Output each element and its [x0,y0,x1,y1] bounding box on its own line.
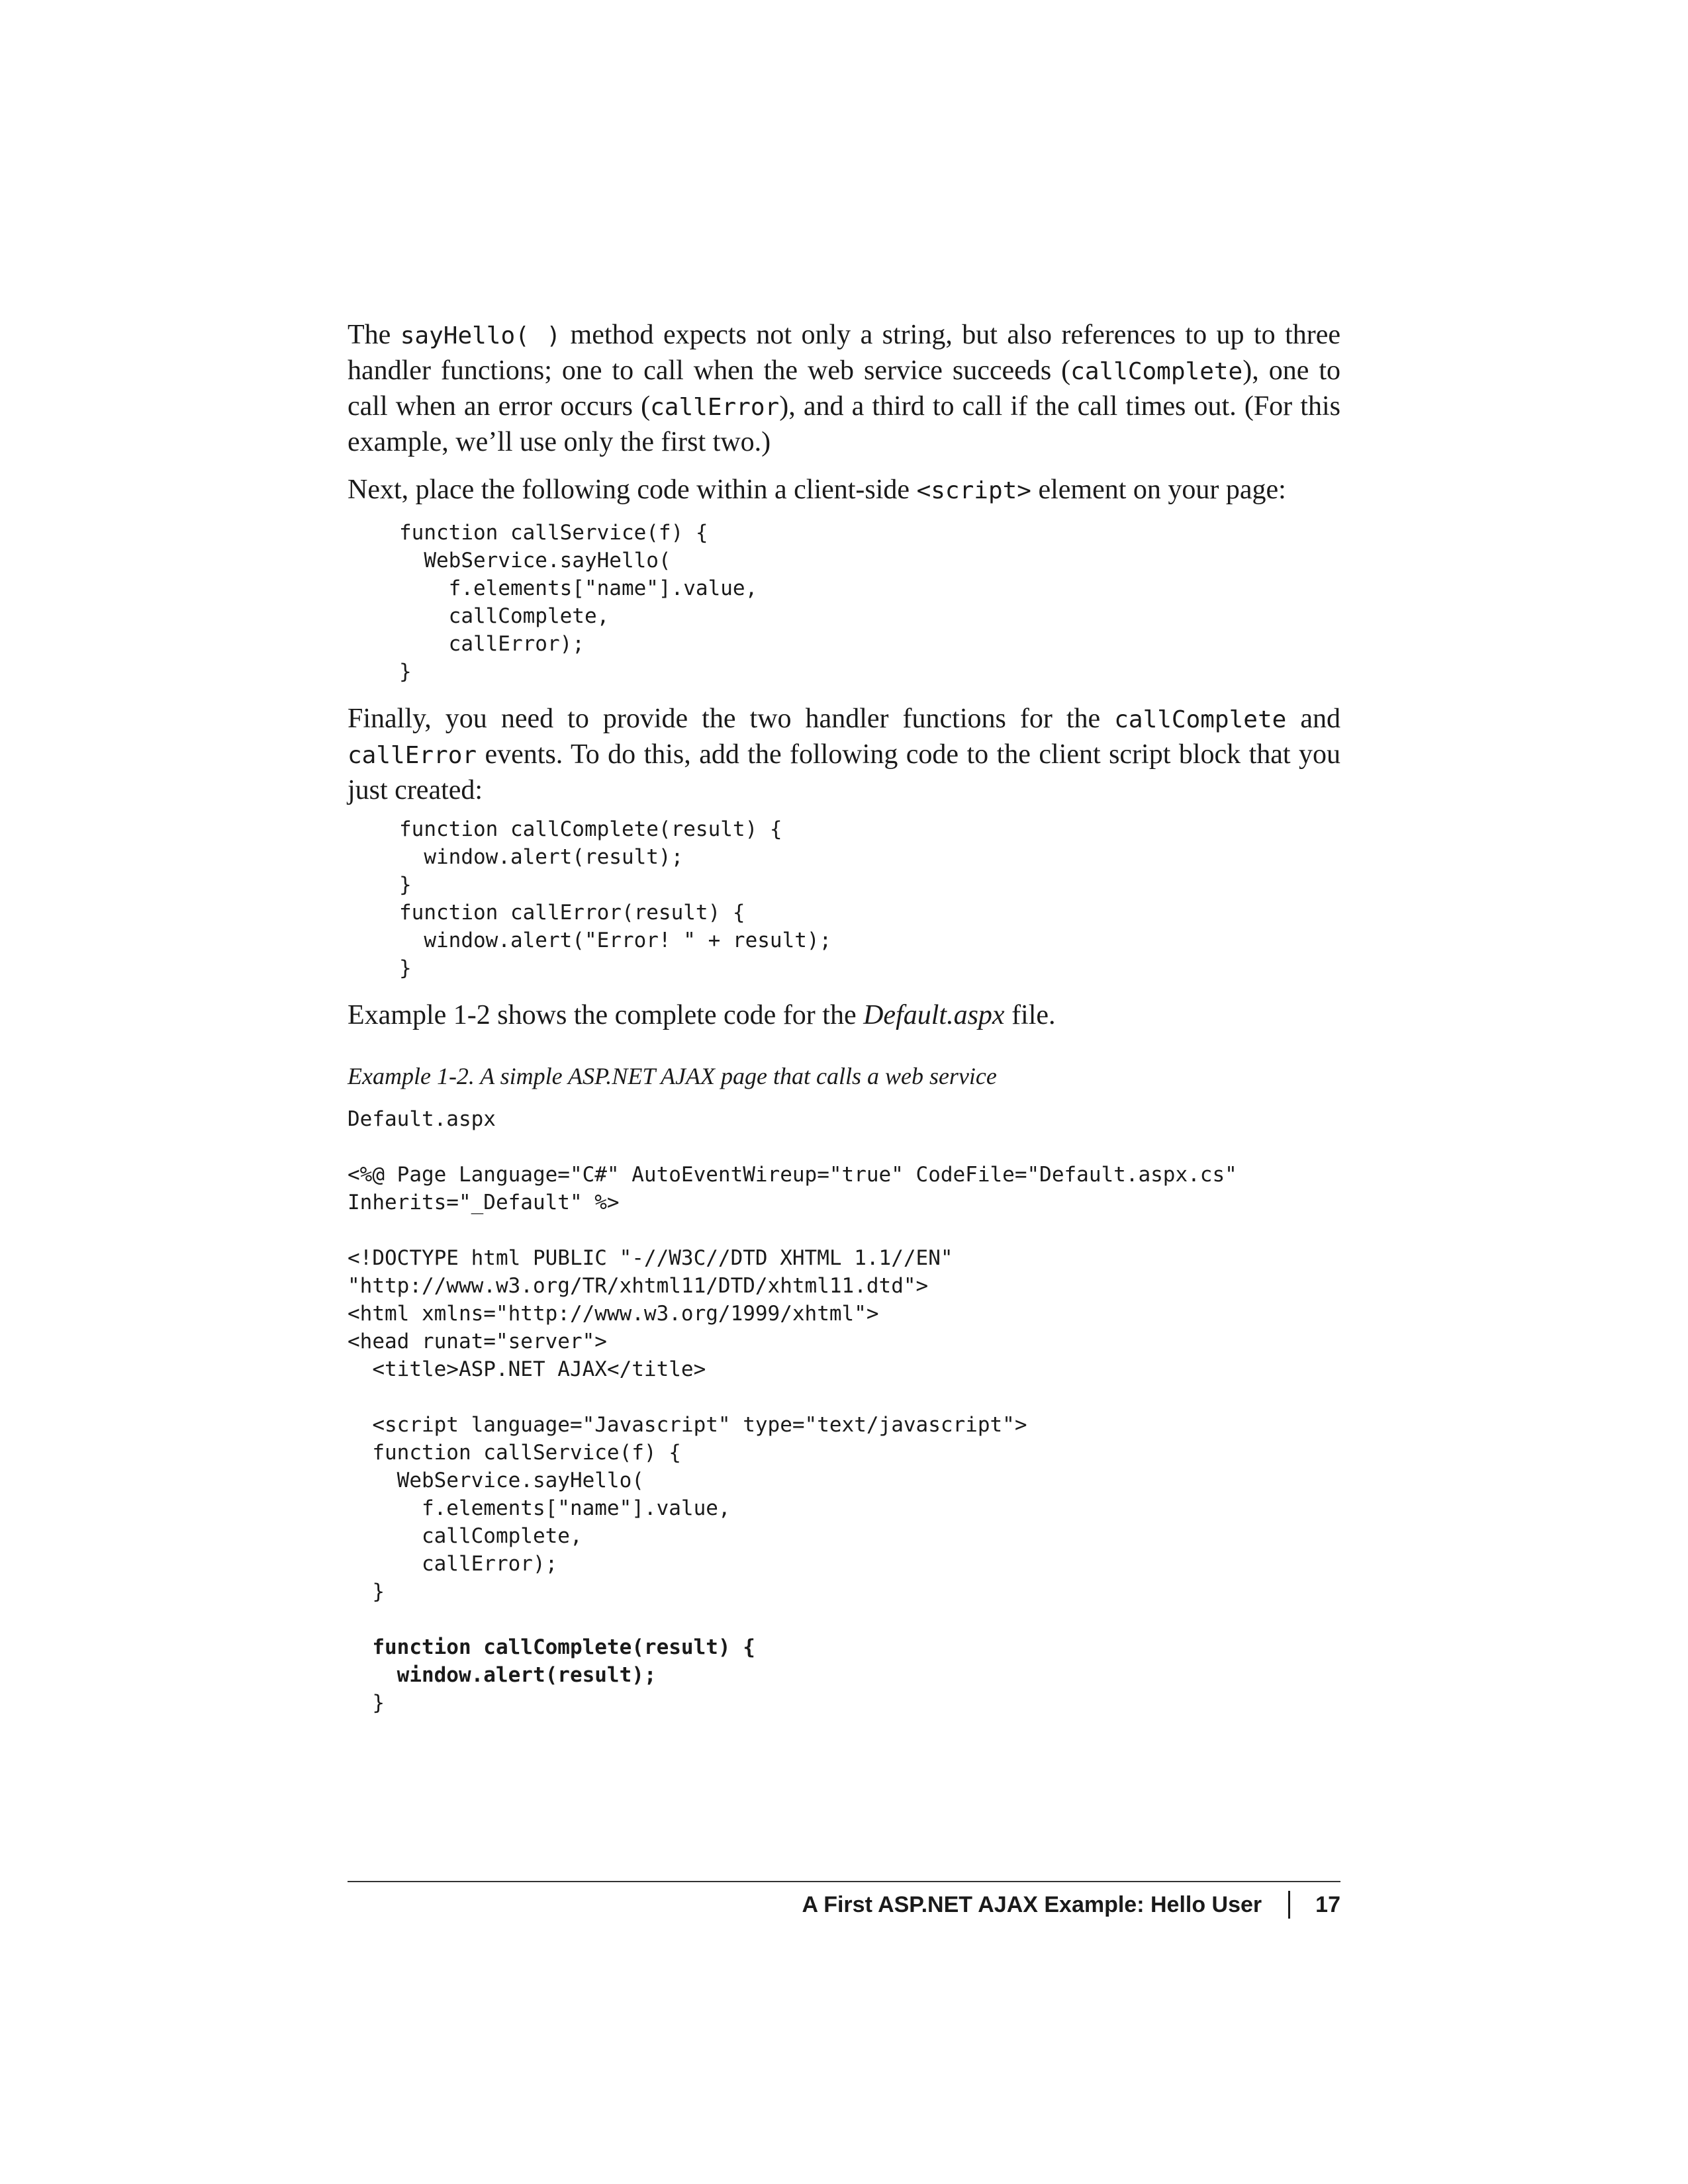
code-listing-default-aspx [348,1161,1237,1717]
italic-filename: Default.aspx [863,1000,1005,1030]
paragraph-place-code [348,473,1340,508]
listing-bold-lines: function callComplete(result) { window.alert(result); [372,1635,755,1687]
text-run: ), one to call when an error occurs ( [348,355,1341,422]
text-run: The [348,320,400,350]
text-run: Next, place the following code within a client-side [348,475,917,505]
paragraph-sayhello-handlers [348,318,1340,459]
text-run: file. [1004,1000,1056,1030]
text-run: ), and a third to call if the call times out. (For this example, we’ll use only the first two.) [348,391,1340,457]
inline-code: callError [650,394,780,421]
inline-code: callError [348,742,477,769]
inline-code: sayHello( ) [400,322,561,349]
text-run: element on your page: [1031,475,1286,505]
listing-filename: Default.aspx [348,1107,496,1131]
page-footer [802,1885,1340,1925]
code-block-handlers: function callComplete(result) { window.alert(result); } function callError(result) { window.alert("Error! " + result); } [399,817,832,980]
paragraph-handler-functions [348,702,1340,807]
text-run: events. To do this, add the following code to the client script block that you just created: [348,739,1340,805]
listing-closing-line: } [348,1691,385,1715]
text-run: and [1286,704,1340,734]
running-footer-title: A First ASP.NET AJAX Example: Hello User [802,1892,1262,1917]
footer-rule [348,1881,1340,1882]
code-block-callservice: function callService(f) { WebService.sayHello( f.elements["name"].value, callComplete, callError); } [399,521,758,684]
inline-code: callComplete [1070,358,1243,385]
example-caption: Example 1-2. A simple ASP.NET AJAX page that calls a web service [348,1063,997,1089]
listing-lines: <%@ Page Language="C#" AutoEventWireup="true" CodeFile="Default.aspx.cs" Inherits="_Default" %> <!DOCTYPE html PUBLIC "-//W3C//DTD XHTML 1.1//EN" "http://www.w3.org/TR/xhtml11/DTD/xhtml11.dtd"> <html xmlns="http://www.w3.org/1999/xhtml"> <head runat="server"> <title>ASP.NET AJAX</title> <script language="Javascript" type="text/javascript"> function callService(f) { WebService.sayHello( f.elements["name"].value, callComplete, callError); } [348,1163,1237,1604]
footer-separator [1288,1891,1290,1919]
text-run: method expects not only a string, but also references to up to three handler functions; one to call when the web service succeeds ( [348,320,1341,386]
inline-code: callComplete [1114,706,1287,733]
text-run: Example 1-2 shows the complete code for the [348,1000,864,1030]
inline-code: <script> [916,477,1031,504]
page-number: 17 [1315,1892,1340,1917]
text-run: Finally, you need to provide the two handler functions for the [348,704,1115,734]
paragraph-example-intro [348,998,1340,1032]
